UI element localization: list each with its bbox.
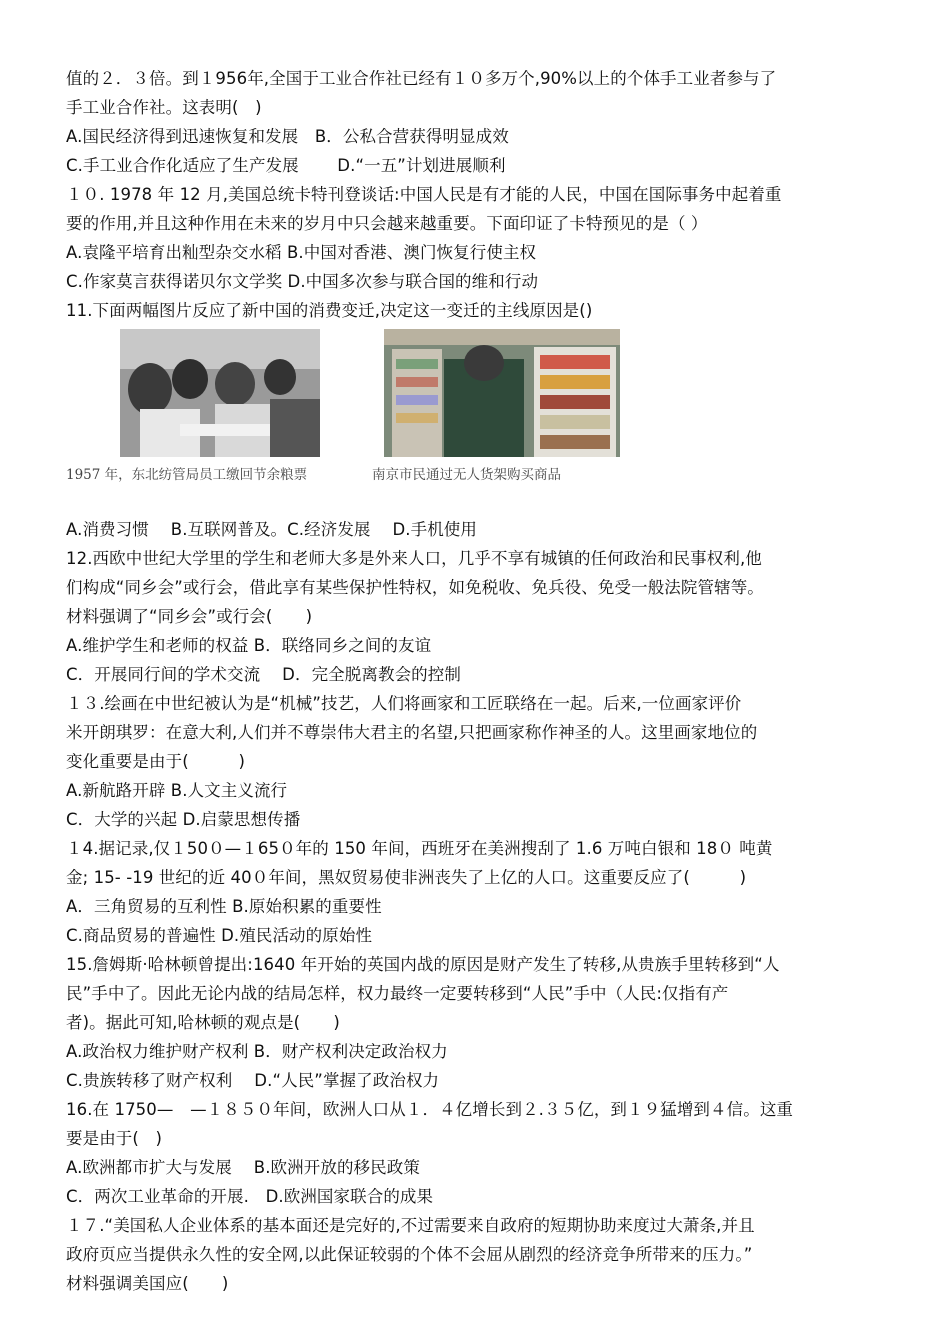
text-line: A.国民经济得到迅速恢复和发展 B．公私合营获得明显成效: [66, 127, 509, 146]
text-line: C.手工业合作化适应了生产发展 D.“一五”计划进展顺利: [66, 156, 506, 175]
text-line: A.政治权力维护财产权利 B．财产权利决定政治权力: [66, 1042, 448, 1061]
text-line: C．两次工业革命的开展. D.欧洲国家联合的成果: [66, 1187, 434, 1206]
text-line: C.贵族转移了财产权利 D.“人民”掌握了政治权力: [66, 1071, 440, 1090]
text-line: A.消费习惯 B.互联网普及。C.经济发展 D.手机使用: [66, 520, 478, 539]
text-line: 12.西欧中世纪大学里的学生和老师大多是外来人口，几乎不享有城镇的任何政治和民事权利,他: [66, 549, 762, 568]
photo-caption-left: 1957 年，东北纺管局员工缴回节余粮票: [66, 467, 308, 483]
text-line: 材料强调了“同乡会”或行会( ): [66, 607, 313, 626]
text-line: 民”手中了。因此无论内战的结局怎样，权力最终一定要转移到“人民”手中（人民:仅指有产: [66, 984, 729, 1003]
text-line: 15.詹姆斯·哈林顿曾提出:1640 年开始的英国内战的原因是财产发生了转移,从贵族手里转移到“人: [66, 955, 780, 974]
text-line: 要是由于( ): [66, 1129, 163, 1148]
text-line: C．开展同行间的学术交流 D．完全脱离教会的控制: [66, 665, 461, 684]
text-line: １4.据记录,仅１50０—１65０年的 150 年间，西班牙在美洲搜刮了 1.6 万吨白银和 18０ 吨黄: [66, 839, 773, 858]
text-line: A.维护学生和老师的权益 B．联络同乡之间的友谊: [66, 636, 432, 655]
text-line: 材料强调美国应( ): [66, 1274, 229, 1293]
text-line: 米开朗琪罗：在意大利,人们并不尊崇伟大君主的名望,只把画家称作神圣的人。这里画家地位的: [66, 723, 758, 742]
text-line: １７.“美国私人企业体系的基本面还是完好的,不过需要来自政府的短期协助来度过大萧条,并且: [66, 1216, 755, 1235]
text-line: C．大学的兴起 D.启蒙思想传播: [66, 810, 301, 829]
text-line: C.作家莫言获得诺贝尔文学奖 D.中国多次参与联合国的维和行动: [66, 272, 539, 291]
photo-row: [66, 329, 896, 512]
text-line: A.欧洲都市扩大与发展 B.欧洲开放的移民政策: [66, 1158, 420, 1177]
text-line: 金; 15- -19 世纪的近 40０年间，黑奴贸易使非洲丧失了上亿的人口。这重要反应了( ): [66, 868, 747, 887]
text-line: 要的作用,并且这种作用在未来的岁月中只会越来越重要。下面印证了卡特预见的是（ ）: [66, 214, 708, 233]
text-line: A.袁隆平培育出籼型杂交水稻 B.中国对香港、澳门恢复行使主权: [66, 243, 537, 262]
text-block-after-photos: [66, 515, 896, 1298]
text-line: 们构成“同乡会”或行会，借此享有某些保护性特权，如免税收、免兵役、免受一般法院管辖等。: [66, 578, 764, 597]
text-line: 手工业合作社。这表明( ): [66, 98, 262, 117]
document-page: [66, 64, 896, 1298]
text-line: 值的２．３倍。到１956年,全国于工业合作社已经有１０多万个,90%以上的个体手工业者参与了: [66, 69, 777, 88]
text-line: 者)。据此可知,哈林顿的观点是( ): [66, 1013, 340, 1032]
text-line: A．三角贸易的互利性 B.原始积累的重要性: [66, 897, 382, 916]
text-line: 16.在 1750— —１８５０年间，欧洲人口从１．４亿增长到２.３５亿，到１９猛增到４信。这重: [66, 1100, 794, 1119]
text-block-before-photos: [66, 64, 896, 325]
text-line: 政府页应当提供永久性的安全网,以此保证较弱的个体不会屈从剧烈的经济竞争所带来的压力。”: [66, 1245, 753, 1264]
text-line: １３.绘画在中世纪被认为是“机械”技艺，人们将画家和工匠联络在一起。后来,一位画家评价: [66, 694, 742, 713]
text-line: 11.下面两幅图片反应了新中国的消费变迁,决定这一变迁的主线原因是(): [66, 301, 593, 320]
text-line: C.商品贸易的普遍性 D.殖民活动的原始性: [66, 926, 373, 945]
photo-nanjing-unmanned-shelf: [384, 329, 620, 457]
text-line: A.新航路开辟 B.人文主义流行: [66, 781, 288, 800]
photo-1957-grain-coupons: [120, 329, 320, 457]
text-line: 变化重要是由于( ): [66, 752, 246, 771]
text-line: １０. 1978 年 12 月,美国总统卡特刊登谈话:中国人民是有才能的人民，中国在国际事务中起着重: [66, 185, 782, 204]
photo-caption-right: 南京市民通过无人货架购买商品: [372, 467, 561, 483]
